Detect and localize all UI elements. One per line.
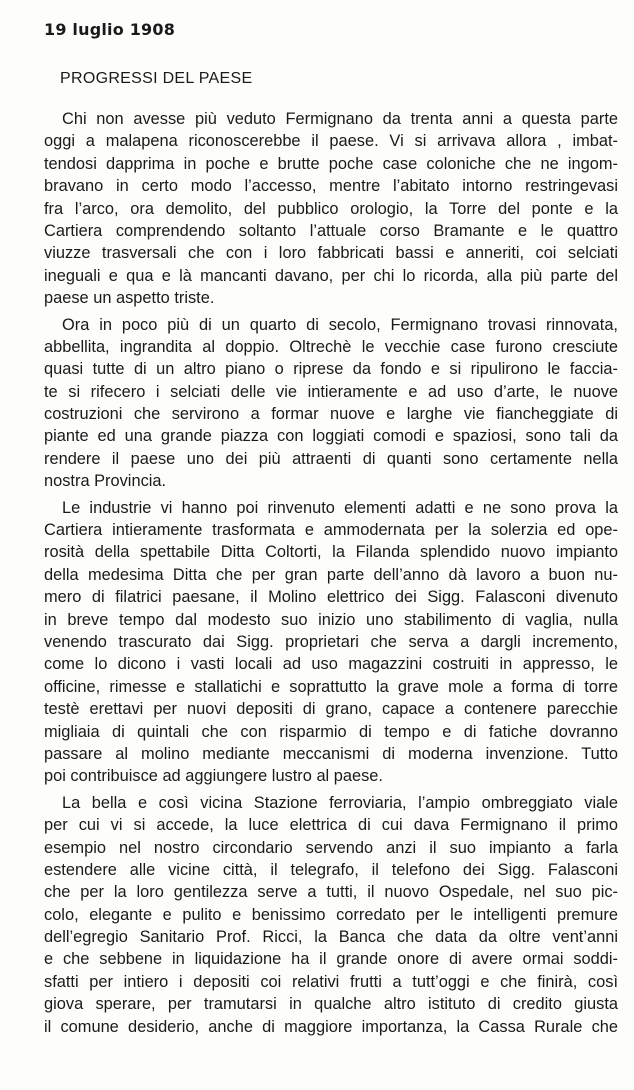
article-body <box>44 108 618 1038</box>
text-line: e che sebbene in liquidazione ha il grande onore di avere ormai soddi- <box>44 950 618 969</box>
text-line: giova sperare, per tramutarsi in qualche altro istituto di credito giusta <box>44 995 618 1014</box>
text-line: viuzze trasversali che con i loro fabbricati bassi e anneriti, coi selciati <box>44 244 618 263</box>
text-line: come lo dicono i vasti locali ad uso magazzini costruiti in appresso, le <box>44 655 618 674</box>
text-line: testè erettavi per nuovi depositi di grano, capace a contenere parecchie <box>44 700 618 719</box>
text-line: passare al molino mediante meccanismi di moderna invenzione. Tutto <box>44 744 618 763</box>
text-line: poi contribuisce ad aggiungere lustro al paese. <box>44 767 383 786</box>
text-line: colo, elegante e pulito e benissimo corredato per le intelligenti premure <box>44 905 618 924</box>
text-line: per cui vi si accede, la luce elettrica di cui dava Fermignano il primo <box>44 816 618 835</box>
text-line: nostra Provincia. <box>44 472 167 491</box>
text-line: Ora in poco più di un quarto di secolo, Fermignano trovasi rinnovata, <box>62 315 618 334</box>
article-title: PROGRESSI DEL PAESE <box>60 70 253 87</box>
text-line: estendere alle vicine città, il telegrafo, il telefono dei Sigg. Falasconi <box>44 860 618 879</box>
text-line: paese un aspetto triste. <box>44 289 215 308</box>
text-line: rendere il paese uno dei più attraenti di quanti sono certamente nella <box>44 449 618 468</box>
text-line: migliaia di quintali che con risparmio di tempo e di fatiche dovranno <box>44 722 618 741</box>
text-line: in breve tempo dal modesto suo inizio uno stabilimento di vaglia, nulla <box>44 610 618 629</box>
paragraph <box>44 314 618 493</box>
text-line: Cartiera intieramente trasformata e ammodernata per la solerzia ed ope- <box>44 521 618 540</box>
text-line: che per la loro gentilezza serve a tutti, il nuovo Ospedale, nel suo pic- <box>44 883 618 902</box>
text-line: mero di filatrici paesane, il Molino elettrico dei Sigg. Falasconi divenuto <box>44 588 618 607</box>
text-line: sfatti per intiero i depositi coi relativi frutti a tutt’oggi e che finirà, così <box>44 972 618 991</box>
text-line: esempio nel nostro circondario servendo anzi il suo impianto a farla <box>44 838 618 857</box>
paragraph <box>44 108 618 310</box>
text-line: Cartiera comprendendo soltanto l’attuale corso Bramante e le quattro <box>44 221 618 240</box>
text-line: tendosi dapprima in poche e brutte poche case coloniche che ne ingom- <box>44 154 618 173</box>
text-line: il comune desiderio, anche di maggiore importanza, la Cassa Rurale che <box>44 1017 618 1036</box>
text-line: piante ed una grande piazza con loggiati comodi e spaziosi, sono tali da <box>44 427 618 446</box>
text-line: te si rifecero i selciati delle vie intieramente e ad uso d’arte, le nuove <box>44 382 618 401</box>
text-line: venendo trascurato dai Sigg. proprietari che serva a dargli incremento, <box>44 632 618 651</box>
paragraph <box>44 792 618 1038</box>
paragraph <box>44 497 618 788</box>
text-line: Chi non avesse più veduto Fermignano da trenta anni a questa parte <box>62 110 618 128</box>
text-line: fra l’arco, ora demolito, del pubblico orologio, la Torre del ponte e la <box>44 199 618 218</box>
text-line: ineguali e qua e là mancanti davano, per chi lo ricorda, alla più parte del <box>44 266 618 285</box>
text-line: La bella e così vicina Stazione ferroviaria, l’ampio ombreggiato viale <box>62 793 618 812</box>
text-line: quasi tutte di un altro piano o riprese da fondo e si ripulirono le faccia- <box>44 360 618 379</box>
text-line: abbellita, ingrandita al doppio. Oltrechè le vecchie case furono cresciute <box>44 337 618 356</box>
text-line: oggi a malapena riconoscerebbe il paese. Vi si arrivava allora , imbat- <box>44 132 618 151</box>
text-line: della medesima Ditta che per gran parte dell’anno dà lavoro a buon nu- <box>44 565 618 584</box>
text-line: officine, rimesse e stallatichi e soprattutto la grave mole a forma di torre <box>44 677 618 696</box>
text-line: bravano in certo modo l’accesso, mentre l’abitato intorno restringevasi <box>44 177 618 196</box>
text-line: dell’egregio Sanitario Prof. Ricci, la Banca che data da oltre vent’anni <box>44 928 618 947</box>
text-line: Le industrie vi hanno poi rinvenuto elementi adatti e ne sono prova la <box>62 498 618 517</box>
article-date: 19 luglio 1908 <box>44 20 176 39</box>
text-line: costruzioni che servirono a formar nuove e larghe vie fiancheggiate di <box>44 405 618 424</box>
text-line: rosità della spettabile Ditta Coltorti, la Filanda splendido nuovo impianto <box>44 543 618 562</box>
